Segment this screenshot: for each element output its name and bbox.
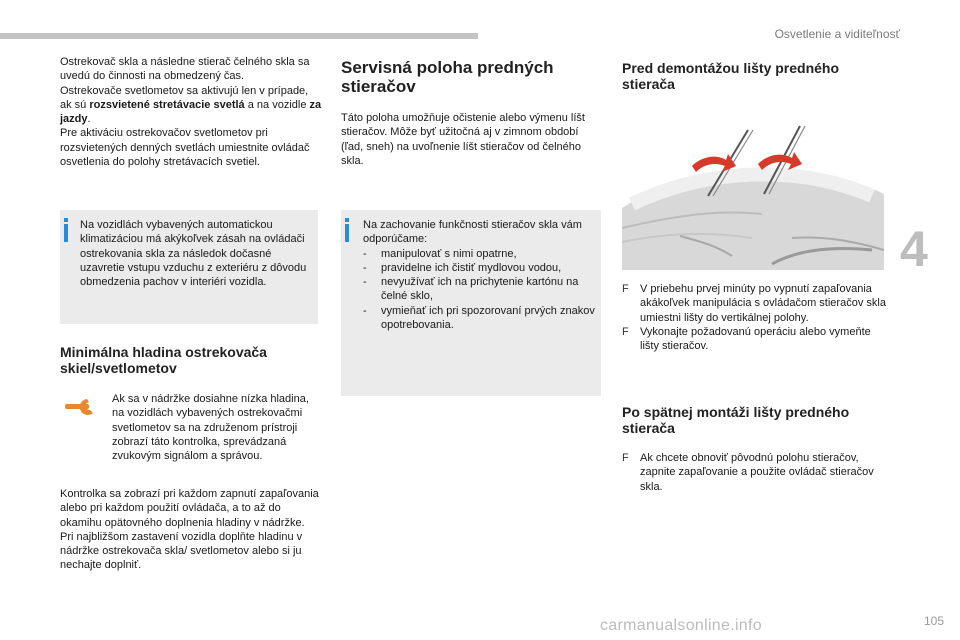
column-1-bottom: [60, 487, 322, 573]
step-bullet-icon: F: [622, 452, 629, 464]
page-number: 105: [923, 614, 944, 628]
info-content: [363, 218, 595, 332]
steps-before-removal: [622, 282, 886, 353]
list-item: - nevyužívať ich na prichytenie kartónu na čelné sklo,: [363, 275, 595, 304]
step-item: F V priebehu prvej minúty po vypnutí zapaľovania akákoľvek manipulácia s ovládačom stieračov skla umiestni lišty do vertikálnej polohy.: [622, 283, 886, 324]
info-icon: [344, 218, 350, 244]
wiper-service-illustration: [622, 118, 884, 270]
column-1: [60, 55, 322, 169]
paragraph-refill: Pri najbližšom zastavení vozidla doplňte hladinu v nádržke ostrekovača skla/ svetlometov alebo si ju nechajte doplniť.: [60, 530, 303, 572]
step-bullet-icon: F: [622, 283, 629, 295]
list-item: - vymieňať ich pri spozorovaní prvých znakov opotrebovania.: [363, 304, 595, 333]
warning-text: Ak sa v nádržke dosiahne nízka hladina, na vozidlách vybavených ostrekovačmi svetlometov sa na združenom prístroji zobrazí táto kontrolka, sprevádzaná zvukovým signálom a správou.: [112, 393, 309, 463]
wrench-warning-icon: [62, 395, 102, 419]
intro-paragraph-2: Ostrekovače svetlometov sa aktivujú len v prípade, ak sú rozsvietené stretávacie svetlá a na vozidle za jazdy.: [60, 84, 322, 126]
paragraph-indicator: Kontrolka sa zobrazí pri každom zapnutí zapaľovania alebo pri každom použití ovládača, a to až do okamihu opätovného doplnenia hladiny v nádržke.: [60, 488, 319, 529]
info-box-air-intake: [60, 210, 318, 324]
chapter-number: 4: [900, 221, 928, 277]
info-icon: [63, 218, 69, 244]
header-rule: [0, 33, 478, 39]
intro-paragraph-3: Pre aktiváciu ostrekovačov svetlometov pri rozsvietených denných svetlách umiestnite ovládač osvetlenia do polohy stretávacích svetiel.: [60, 127, 310, 169]
list-item: - pravidelne ich čistiť mydlovou vodou,: [363, 261, 595, 275]
heading-min-level: Minimálna hladina ostrekovača skiel/svetlometov: [60, 344, 267, 376]
service-intro: Táto poloha umožňuje očistenie alebo výmenu líšt stieračov. Môže byť užitočná aj v zimnom období (ľad, sneh) na uvoľnenie líšt stieračov od čelného skla.: [341, 112, 585, 167]
watermark: carmanualsonline.info: [600, 617, 762, 634]
steps-after-refit: [622, 451, 886, 494]
step-item: F Vykonajte požadovanú operáciu alebo vymeňte lišty stieračov.: [622, 325, 871, 353]
section-title: Osvetlenie a viditeľnosť: [774, 27, 900, 41]
heading-service-position: Servisná poloha predných stieračov: [341, 58, 554, 96]
step-bullet-icon: F: [622, 325, 629, 338]
step-item: F Ak chcete obnoviť pôvodnú polohu stieračov, zapnite zapaľovanie a použite ovládač stieračov skla.: [622, 452, 874, 493]
heading-before-removal: Pred demontážou lišty predného stierača: [622, 60, 840, 92]
info-text: Na vozidlách vybavených automatickou klimatizáciou má akýkoľvek zásah na ovládači ostrekovania skla za následok dočasné uzavretie vstupu vzduchu z exteriéru z dôvodu obmedzenia pachov v interiéri vozidla.: [80, 219, 307, 289]
intro-paragraph-1: Ostrekovač skla a následne stierač čelného skla sa uvedú do činnosti na obmedzený čas.: [60, 56, 310, 83]
heading-after-refit: Po spätnej montáži lišty predného stierača: [622, 404, 850, 436]
list-item: - manipulovať s nimi opatrne,: [363, 247, 595, 261]
info-box-wiper-care: [341, 210, 601, 396]
info-intro: Na zachovanie funkčnosti stieračov skla vám odporúčame:: [363, 219, 582, 246]
care-list: [363, 247, 595, 333]
